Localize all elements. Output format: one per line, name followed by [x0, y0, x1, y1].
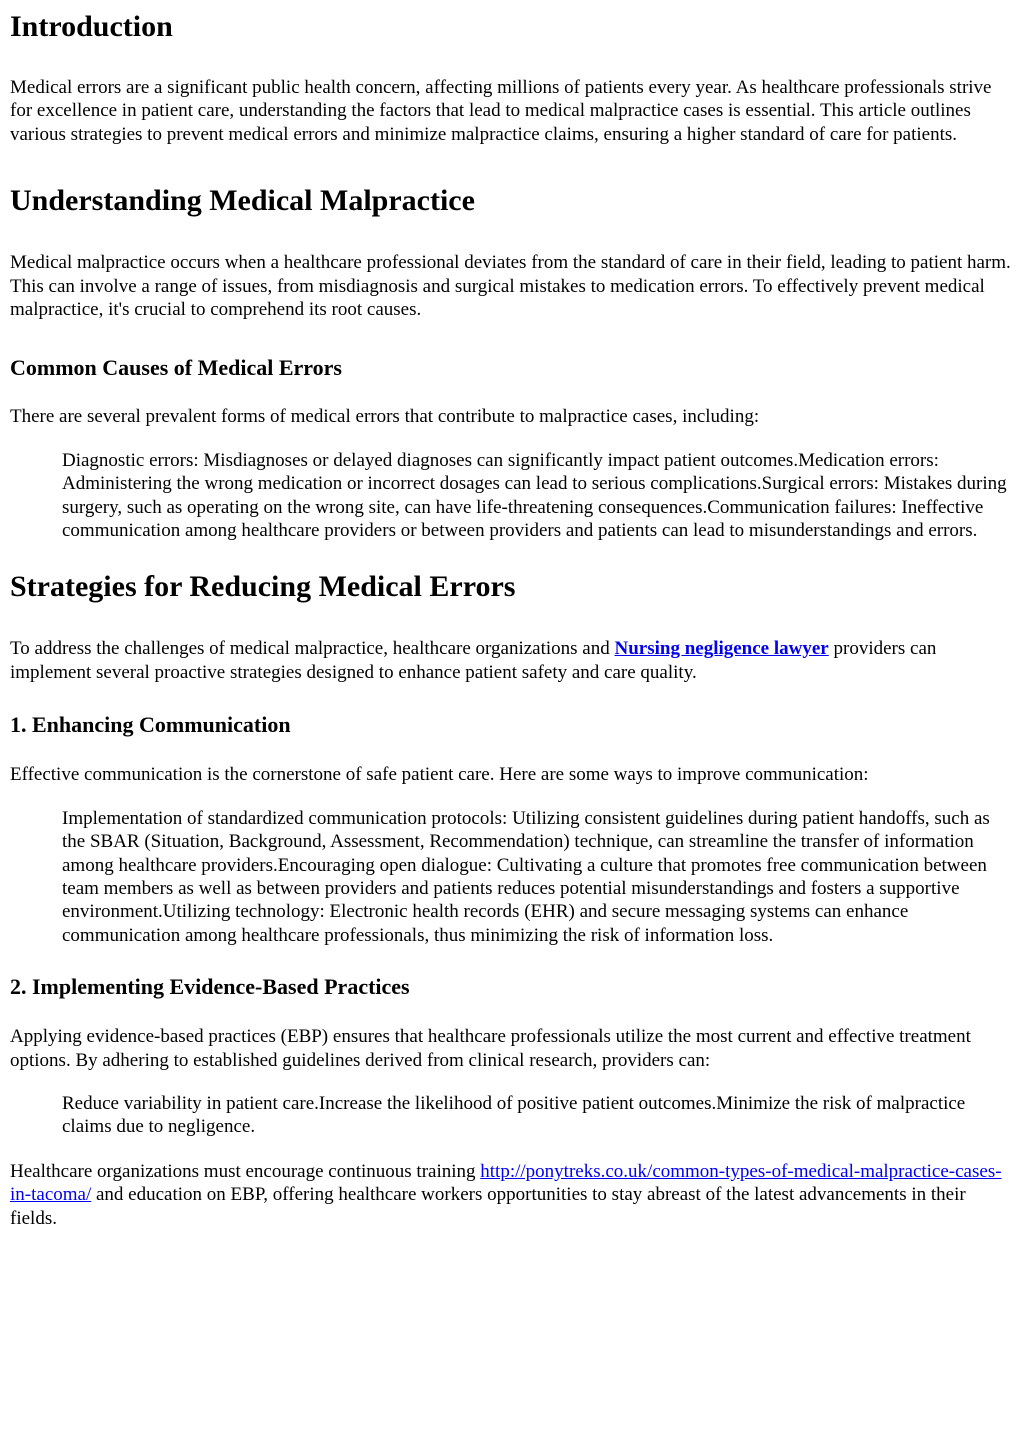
training-text-before: Healthcare organizations must encourage continuous training: [10, 1160, 481, 1182]
common-causes-list: Diagnostic errors: Misdiagnoses or delayed diagnoses can significantly impact patient outcomes.Medication errors: Administering the wrong medication or incorrect dosages can lead to serious complications.Surgical errors: Mistakes during surgery, such as operating on the wrong site, can have life-threatening consequences.Communication failures: Ineffective communication among healthcare providers or between providers and patients can lead to misunderstandings and errors.: [62, 449, 1007, 542]
introduction-paragraph: Medical errors are a significant public health concern, affecting millions of patients every year. As healthcare professionals strive for excellence in patient care, understanding the factors that lead to medical malpractice cases is essential. This article outlines various strategies to prevent medical errors and minimize malpractice claims, ensuring a higher standard of care for patients.: [10, 77, 992, 145]
evidence-based-practices-list: Reduce variability in patient care.Increase the likelihood of positive patient outcomes.Minimize the risk of malpractice claims due to negligence.: [62, 1092, 966, 1138]
strategies-text-after: providers can implement several proactive strategies designed to enhance patient safety and care quality.: [10, 638, 937, 683]
strategies-paragraph: [10, 637, 1014, 684]
training-text-after: and education on EBP, offering healthcare workers opportunities to stay abreast of the latest advancements in their fields.: [10, 1184, 966, 1229]
common-causes-intro: There are several prevalent forms of medical errors that contribute to malpractice cases, including:: [10, 406, 760, 428]
enhancing-communication-paragraph: Effective communication is the cornerstone of safe patient care. Here are some ways to improve communication:: [10, 764, 869, 786]
nursing-negligence-lawyer-link[interactable]: Nursing negligence lawyer: [614, 638, 829, 660]
understanding-heading: Understanding Medical Malpractice: [10, 184, 475, 218]
evidence-based-practices-paragraph: Applying evidence-based practices (EBP) ensures that healthcare professionals utilize the most current and effective treatment options. By adhering to established guidelines derived from clinical research, providers can:: [10, 1026, 971, 1071]
article: [0, 10, 1024, 1230]
strategies-text-before: To address the challenges of medical malpractice, healthcare organizations and: [10, 638, 615, 660]
evidence-based-practices-heading: 2. Implementing Evidence-Based Practices: [10, 974, 410, 1000]
common-causes-heading: Common Causes of Medical Errors: [10, 355, 342, 381]
ponytreks-link[interactable]: http://ponytreks.co.uk/common-types-of-medical-malpractice-cases-in-tacoma/: [10, 1160, 1002, 1206]
introduction-heading: Introduction: [10, 10, 173, 43]
enhancing-communication-heading: 1. Enhancing Communication: [10, 712, 291, 738]
enhancing-communication-list: Implementation of standardized communication protocols: Utilizing consistent guidelines during patient handoffs, such as the SBAR (Situation, Background, Assessment, Recommendation) technique, can streamline the transfer of information among healthcare providers.Encouraging open dialogue: Cultivating a culture that promotes free communication between team members as well as between providers and patients reduces potential misunderstandings and fosters a supportive environment.Utilizing technology: Electronic health records (EHR) and secure messaging systems can enhance communication among healthcare professionals, thus minimizing the risk of information loss.: [62, 807, 990, 946]
strategies-heading: Strategies for Reducing Medical Errors: [10, 570, 516, 604]
training-paragraph: [10, 1160, 1014, 1230]
understanding-paragraph: Medical malpractice occurs when a healthcare professional deviates from the standard of care in their field, leading to patient harm. This can involve a range of issues, from misdiagnosis and surgical mistakes to medication errors. To effectively prevent medical malpractice, it's crucial to comprehend its root causes.: [10, 252, 1011, 321]
